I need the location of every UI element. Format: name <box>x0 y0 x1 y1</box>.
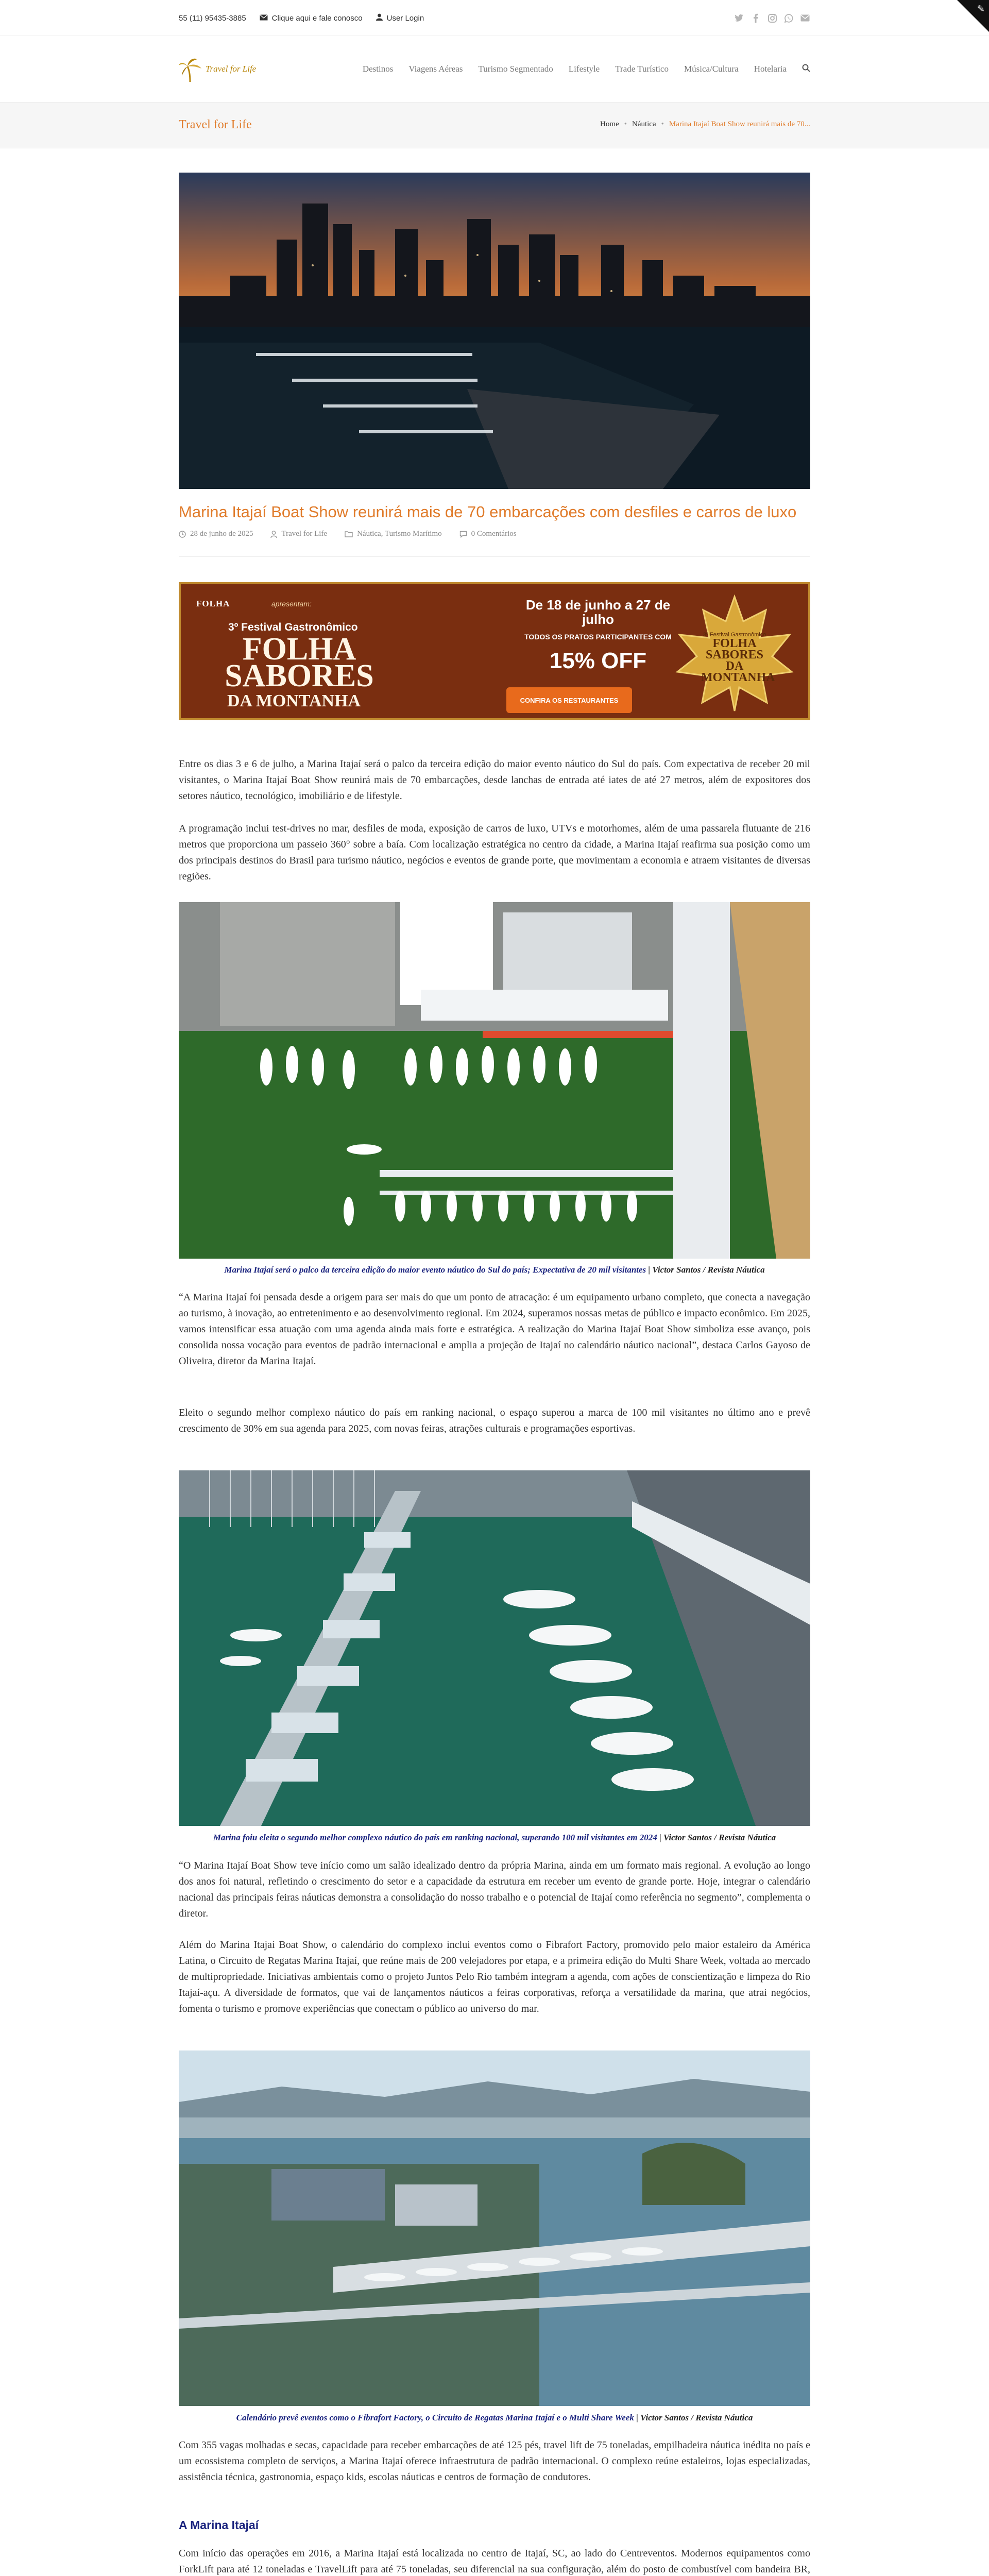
paragraph-8-text: Com início das operações em 2016, a Marina Itajaí está localizada no centro de Itajaí, SC, ao lado do Centreventos. Modernos equipamentos como ForkLift para até 12 toneladas e TravelLift para até 75 toneladas, seu diferencial na sua configuração, além do posto de combustível com bandeira BR, <box>179 2548 810 2575</box>
breadcrumb-nautica[interactable]: Náutica <box>632 120 656 128</box>
user-login-label: User Login <box>386 13 424 23</box>
clock-icon <box>179 531 186 538</box>
banner-headline: FOLHA SABORES <box>225 632 374 693</box>
paragraph-3: “A Marina Itajaí foi pensada desde a origem para ser mais do que um ponto de atracação: é um equipamento urbano completo, que conecta a navegação ao turismo, à inovação, ao entretenimento e ao desenvolvimento regional. Em 2024, superamos nossas metas de público e impacto econômico. Em 2025, vamos intensificar essa atuação com uma agenda ainda mais forte e estratégica. A realização do Marina Itajaí Boat Show simboliza esse avanço, pois consolida nossa vocação para eventos de padrão internacional e amplia a projeção de Itajaí no calendário náutico nacional”, destaca Carlos Gayoso de Oliveira, diretor da Marina Itajaí. <box>179 1292 810 1367</box>
page-title: Travel for Life <box>179 118 252 131</box>
marina-panorama-image <box>179 2050 810 2406</box>
marina-piers-image <box>179 1470 810 1826</box>
breadcrumb-separator: • <box>661 120 664 128</box>
breadcrumb <box>600 120 810 129</box>
banner-seal-big: FOLHA SABORES DA MONTANHA <box>701 637 775 684</box>
post-author[interactable] <box>270 530 327 538</box>
ad-banner-folha-sabores[interactable] <box>179 582 810 720</box>
page-title-bar <box>0 102 989 148</box>
caption-3-text: Calendário prevê eventos como o Fibrafort Factory, o Circuito de Regatas Marina Itajaí e o Multi Share Week <box>236 2413 634 2422</box>
main-nav <box>363 36 810 102</box>
post-comments[interactable] <box>459 530 517 538</box>
caption-1 <box>179 1265 810 1275</box>
caption-1-text: Marina Itajaí será o palco da terceira edição do maior evento náutico do Sul do país; Expectativa de 20 mil visitantes <box>224 1265 646 1275</box>
section-heading-marina: A Marina Itajaí <box>179 2518 259 2532</box>
breadcrumb-home[interactable]: Home <box>600 120 619 128</box>
user-login-link[interactable] <box>376 13 424 23</box>
folder-icon <box>345 531 353 537</box>
hero-image <box>179 173 810 489</box>
top-bar <box>0 0 989 36</box>
site-header <box>0 36 989 102</box>
nav-item-hotelaria[interactable]: Hotelaria <box>754 64 787 74</box>
caption-2-credit: | Victor Santos / Revista Náutica <box>657 1833 776 1842</box>
banner-seal-text <box>701 632 775 684</box>
post-date <box>179 530 253 538</box>
caption-2 <box>179 1833 810 1843</box>
banner-promo: TODOS OS PRATOS PARTICIPANTES COM <box>524 633 672 641</box>
nav-item-turismo-segmentado[interactable]: Turismo Segmentado <box>478 64 553 74</box>
email-icon[interactable] <box>800 13 810 23</box>
banner-seal-small: 3º Festival Gastronômico <box>703 632 766 638</box>
paragraph-4: Eleito o segundo melhor complexo náutico do país em ranking nacional, o espaço superou a marca de 100 mil visitantes no último ano e prevê crescimento de 30% em sua agenda para 2025, com novas feiras, atrações culturais e programações esportivas. <box>179 1407 810 1434</box>
post-meta <box>179 530 517 538</box>
post-date-label: 28 de junho de 2025 <box>190 530 253 538</box>
banner-discount: 15% OFF <box>549 648 647 673</box>
comment-icon <box>459 531 467 538</box>
twitter-icon[interactable] <box>734 13 744 23</box>
meta-divider <box>179 556 810 557</box>
caption-2-text: Marina foiu eleita o segundo melhor complexo náutico do país em ranking nacional, superando 100 mil visitantes em 2024 <box>213 1833 657 1842</box>
whatsapp-icon[interactable] <box>783 13 794 23</box>
banner-subheadline: DA MONTANHA <box>227 691 361 710</box>
post-categories[interactable] <box>345 530 442 538</box>
user-icon <box>270 531 277 538</box>
breadcrumb-current: Marina Itajaí Boat Show reunirá mais de 70... <box>669 120 810 128</box>
palm-logo-icon <box>179 56 201 82</box>
envelope-icon <box>260 14 268 23</box>
banner-cta-button[interactable]: CONFIRA OS RESTAURANTES <box>506 687 632 713</box>
aerial-marina-image <box>179 902 810 1259</box>
paragraph-5: “O Marina Itajaí Boat Show teve início como um salão idealizado dentro da própria Marina, ainda em um formato mais regional. A evolução ao longo dos anos foi natural, refletindo o crescimento do setor e a capacidade da estrutura em receber um evento de grande porte. Hoje, integrar o calendário nacional das principais feiras náuticas demonstra a consolidação do nosso trabalho e o potencial de Itajaí como referência no segmento”, complementa o diretor. <box>179 1860 810 1919</box>
logo-text: Travel for Life <box>206 64 257 74</box>
nav-item-lifestyle[interactable]: Lifestyle <box>568 64 600 74</box>
caption-1-credit: | Victor Santos / Revista Náutica <box>646 1265 765 1275</box>
user-icon <box>376 13 383 23</box>
instagram-icon[interactable] <box>767 13 777 23</box>
post-author-label: Travel for Life <box>281 530 328 538</box>
facebook-icon[interactable] <box>751 13 761 23</box>
nav-item-musica-cultura[interactable]: Música/Cultura <box>684 64 739 74</box>
paragraph-2: A programação inclui test-drives no mar, desfiles de moda, exposição de carros de luxo, UTVs e motorhomes, além de uma passarela flutuante de 216 metros que proporciona um passeio 360° sobre a baía. Com localização estratégica no centro da cidade, a Marina Itajaí reafirma sua posição como um dos principais destinos do Brasil para turismo náutico, negócios e eventos de grande porte, que movimentam a economia e atraem visitantes de diversas regiões. <box>179 823 810 882</box>
paragraph-8 <box>179 2546 810 2576</box>
post-categories-label: Náutica, Turismo Marítimo <box>357 530 442 538</box>
nav-item-destinos[interactable]: Destinos <box>362 64 394 74</box>
caption-3 <box>179 2413 810 2423</box>
contact-link[interactable] <box>260 14 363 23</box>
breadcrumb-separator: • <box>624 120 627 128</box>
banner-festival: 3º Festival Gastronômico <box>228 621 358 633</box>
phone-number: 55 (11) 95435-3885 <box>179 13 246 23</box>
banner-dates: De 18 de junho a 27 de julho <box>525 597 671 627</box>
nav-item-trade-turistico[interactable]: Trade Turístico <box>615 64 669 74</box>
corner-arrow-icon: ✎ <box>977 4 985 14</box>
paragraph-1: Entre os dias 3 e 6 de julho, a Marina Itajaí será o palco da terceira edição do maior evento náutico do Sul do país. Com expectativa de receber 20 mil visitantes, o Marina Itajaí Boat Show reunirá mais de 70 embarcações, desde lanchas de entrada até iates de até 27 metros, além de expositores dos setores náutico, tecnológico, imobiliário e de lifestyle. <box>179 758 810 802</box>
site-logo[interactable] <box>179 53 261 86</box>
contact-link-label: Clique aqui e fale conosco <box>271 13 363 23</box>
caption-3-credit: | Victor Santos / Revista Náutica <box>634 2413 753 2422</box>
search-icon[interactable] <box>802 64 810 75</box>
nav-item-viagens-aereas[interactable]: Viagens Aéreas <box>408 64 463 74</box>
paragraph-7: Com 355 vagas molhadas e secas, capacidade para receber embarcações de até 125 pés, travel lift de 75 toneladas, empilhadeira náutica inédita no país e um ecossistema completo de serviços, a Marina Itajaí oferece infraestrutura de padrão internacional. O complexo reúne estaleiros, lojas especializadas, assistência técnica, gastronomia, espaço kids, escolas náuticas e centros de formação de condutores. <box>179 2439 810 2483</box>
paragraph-6: Além do Marina Itajaí Boat Show, o calendário do complexo inclui eventos como o Fibrafort Factory, promovido pelo maior estaleiro da América Latina, o Circuito de Regatas Marina Itajaí, que reúne mais de 200 velejadores por etapa, e a primeira edição do Multi Share Week, voltada ao mercado de multipropriedade. Iniciativas ambientais como o projeto Juntos Pelo Rio também integram a agenda, com ações de conscientização e limpeza do Rio Itajaí-açu. A diversidade de formatos, que vai de lançamentos náuticos a feiras corporativas, reforça a versatilidade da marina, que atrai negócios, fomenta o turismo e promove experiências que conectam o público ao universo do mar. <box>179 1939 810 2014</box>
banner-presents: apresentam: <box>271 600 312 608</box>
post-comments-label: 0 Comentários <box>471 530 517 538</box>
post-title: Marina Itajaí Boat Show reunirá mais de 70 embarcações com desfiles e carros de luxo <box>179 503 797 521</box>
banner-brand: FOLHA <box>196 599 230 608</box>
